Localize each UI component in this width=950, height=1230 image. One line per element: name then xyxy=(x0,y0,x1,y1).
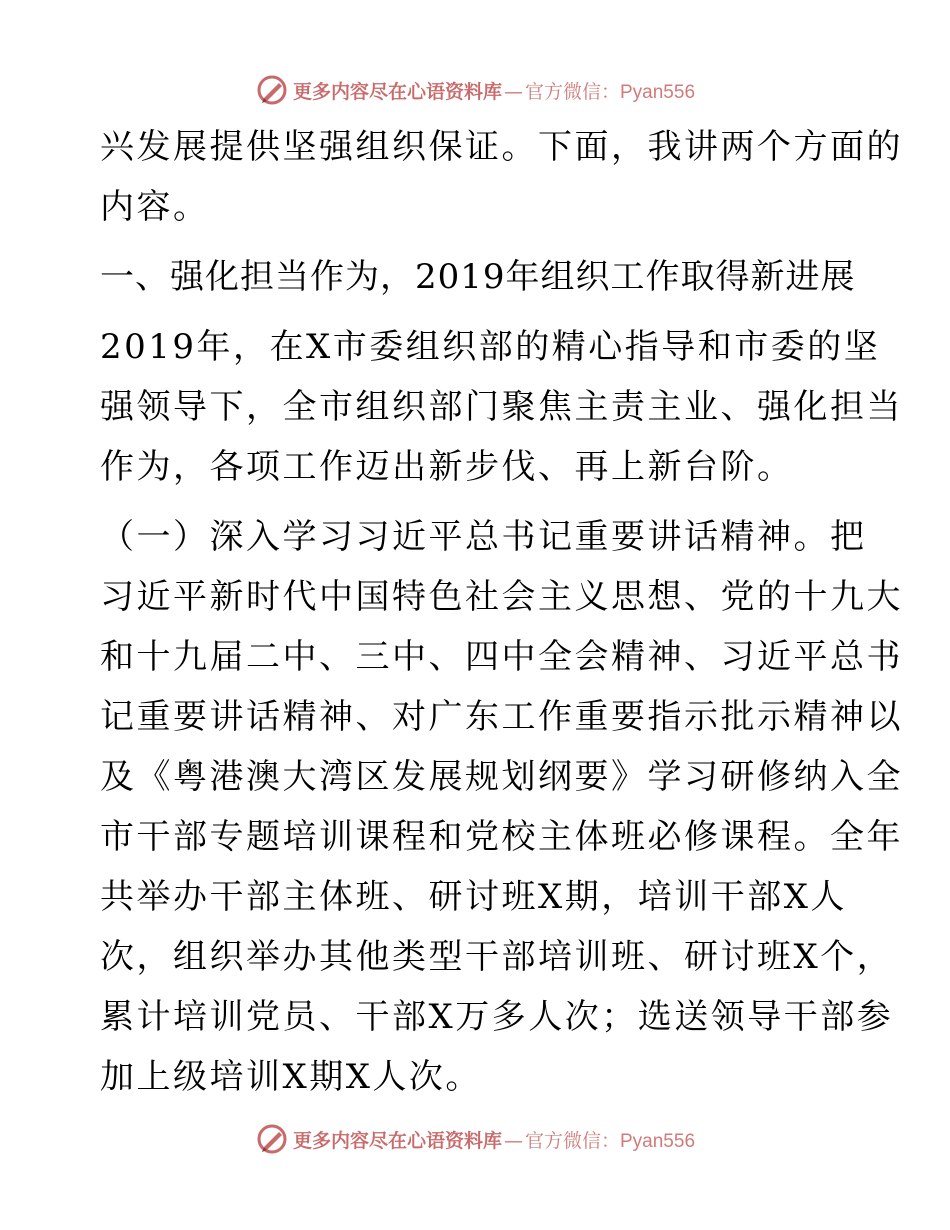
paragraph-line: 加上级培训X期X人次。 xyxy=(100,1057,482,1097)
watermark-wechat-id: Pyan556 xyxy=(620,1130,696,1152)
pen-seal-icon xyxy=(255,1122,289,1156)
header-watermark xyxy=(0,70,950,110)
paragraph-line: 记重要讲话精神、对广东工作重要指示批示精神以 xyxy=(100,697,903,737)
paragraph-line: 2019年，在X市委组织部的精心指导和市委的坚 xyxy=(100,327,881,367)
paragraph-line: 内容。 xyxy=(100,187,210,227)
paragraph-line: 次，组织举办其他类型干部培训班、研讨班X个， xyxy=(100,937,894,977)
watermark-separator: — xyxy=(503,1129,523,1152)
watermark-separator: — xyxy=(503,80,523,103)
watermark-brand: 更多内容尽在心语资料库 xyxy=(292,1129,502,1152)
section-heading: 一、强化担当作为，2019年组织工作取得新进展 xyxy=(100,257,856,297)
watermark-wechat-label: 官方微信： xyxy=(524,80,620,103)
subsection-heading-line: （一）深入学习习近平总书记重要讲话精神。把 xyxy=(100,517,867,557)
document-body xyxy=(100,117,903,1107)
paragraph-line: 兴发展提供坚强组织保证。下面，我讲两个方面的 xyxy=(100,127,903,167)
watermark-text xyxy=(293,77,695,104)
pen-seal-icon xyxy=(255,73,289,107)
paragraph-line: 累计培训党员、干部X万多人次；选送领导干部参 xyxy=(100,997,894,1037)
watermark-brand: 更多内容尽在心语资料库 xyxy=(292,80,502,103)
watermark-wechat-id: Pyan556 xyxy=(620,81,696,103)
paragraph-line: 和十九届二中、三中、四中全会精神、习近平总书 xyxy=(100,637,903,677)
paragraph-line: 作为，各项工作迈出新步伐、再上新台阶。 xyxy=(100,447,794,487)
paragraph-line: 习近平新时代中国特色社会主义思想、党的十九大 xyxy=(100,577,903,617)
paragraph-line: 共举办干部主体班、研讨班X期，培训干部X人 xyxy=(100,877,847,917)
paragraph-line: 市干部专题培训课程和党校主体班必修课程。全年 xyxy=(100,817,903,857)
footer-watermark xyxy=(0,1119,950,1159)
watermark-wechat-label: 官方微信： xyxy=(524,1129,620,1152)
watermark-text xyxy=(293,1126,695,1153)
paragraph-line: 及《粤港澳大湾区发展规划纲要》学习研修纳入全 xyxy=(100,757,903,797)
paragraph-line: 强领导下，全市组织部门聚焦主责主业、强化担当 xyxy=(100,387,903,427)
